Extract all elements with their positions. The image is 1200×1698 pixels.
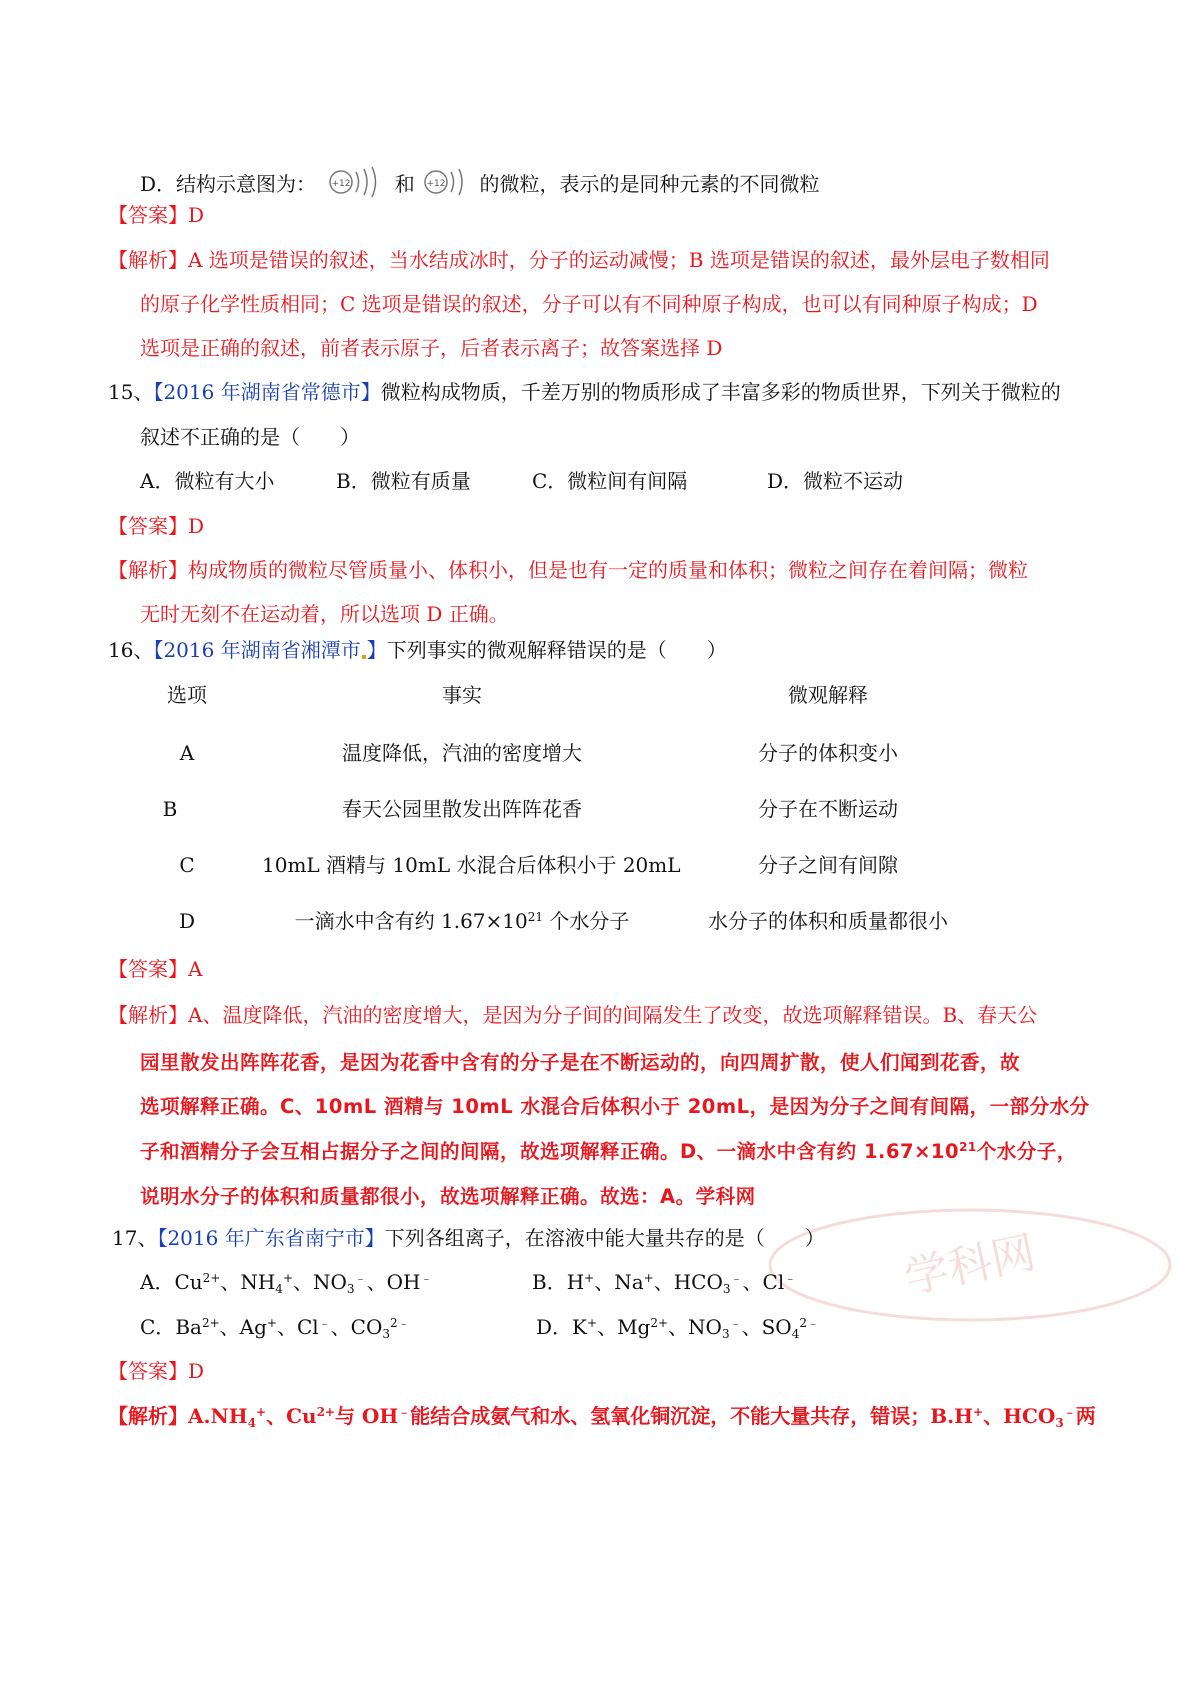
q15-stem-line-2: 叙述不正确的是（ ） <box>140 425 360 449</box>
option-label: D． <box>536 1315 573 1339</box>
ion: H <box>566 1270 585 1294</box>
ion: HCO <box>1003 1404 1056 1428</box>
q16-stem <box>108 636 727 664</box>
q17-answer <box>108 1357 204 1385</box>
table-row-c-fact: 10mL 酒精与 10mL 水混合后体积小于 20mL <box>262 853 681 877</box>
fact-exponent: 21 <box>527 910 544 924</box>
q17-analysis-line-1 <box>108 1402 1096 1430</box>
option-label: A． <box>140 1270 175 1294</box>
q15-option-b: B．微粒有质量 <box>336 469 471 493</box>
separator: 、 <box>741 1315 762 1339</box>
separator: 、 <box>219 1315 240 1339</box>
q15-option-c: C．微粒间有间隔 <box>532 469 688 493</box>
q15-analysis-line-2: 无时无刻不在运动着，所以选项 D 正确。 <box>140 602 509 626</box>
q17-stem <box>112 1224 825 1252</box>
q15-analysis-line-1 <box>108 556 1028 584</box>
question-source-close: 】 <box>366 638 387 662</box>
question-number: 17、 <box>112 1226 158 1250</box>
ion-subscript: 3 <box>346 1282 355 1296</box>
ion-charge: + <box>587 1316 598 1330</box>
separator: 、 <box>266 1404 287 1428</box>
atom-1-nucleus-label: +12 <box>331 179 351 189</box>
watermark-text: 学科网 <box>900 1226 1040 1305</box>
fact-text: 一滴水中含有约 1.67×10 <box>294 909 528 933</box>
q17-option-a <box>140 1268 432 1296</box>
analysis-tag: 【解析】 <box>108 248 188 272</box>
analysis-text: A 选项是错误的叙述，当水结成冰时，分子的运动减慢；B 选项是错误的叙述，最外层电子数相同 <box>188 248 1050 272</box>
question-stem: 微粒构成物质，千差万别的物质形成了丰富多彩的物质世界，下列关于微粒的 <box>380 380 1061 404</box>
atom-structure-diagram-1 <box>326 164 388 207</box>
ion: K <box>572 1315 587 1339</box>
q14-answer <box>108 201 204 229</box>
analysis-tag: 【解析】 <box>108 558 188 582</box>
table-row-d-fact <box>282 907 642 935</box>
table-row-b-fact: 春天公园里散发出阵阵花香 <box>342 797 582 821</box>
ion-charge: 2+ <box>201 1316 220 1330</box>
table-header-fact: 事实 <box>442 683 482 707</box>
analysis-tag: 【解析】 <box>108 1404 188 1428</box>
table-row-d-explain: 水分子的体积和质量都很小 <box>708 909 948 933</box>
analysis-text: A、温度降低，汽油的密度增大，是因为分子间的间隔发生了改变，故选项解释错误。B、春天公 <box>188 1003 1038 1027</box>
separator: 、 <box>293 1270 313 1294</box>
ion: Cu <box>174 1270 203 1294</box>
analysis-text-end: 两 <box>1075 1404 1096 1428</box>
q14-analysis-line-2: 的原子化学性质相同；C 选项是错误的叙述，分子可以有不同种原子构成，也可以有同种原子构成；D <box>140 292 1038 316</box>
separator: 、 <box>594 1270 615 1294</box>
ion-charge: ﹣ <box>729 1316 742 1330</box>
separator: 、 <box>597 1315 618 1339</box>
question-number: 15、 <box>108 380 154 404</box>
ion-subscript: 4 <box>247 1416 257 1430</box>
q16-analysis-line-1 <box>108 1001 1037 1029</box>
table-row-a-explain: 分子的体积变小 <box>758 741 898 765</box>
analysis-text: 子和酒精分子会互相占据分子之间的间隔，故选项解释正确。D、一滴水中含有约 1.67×10 <box>140 1140 960 1163</box>
ion: OH <box>386 1270 421 1294</box>
q14-option-d <box>140 164 819 207</box>
question-source: 【2016 年湖南省湘潭市 <box>153 638 361 662</box>
table-row-a-option: A <box>179 741 195 765</box>
table-row-b-explain: 分子在不断运动 <box>758 797 898 821</box>
q15-option-a: A．微粒有大小 <box>140 469 275 493</box>
ion: NH <box>240 1270 276 1294</box>
ion-subscript: 3 <box>722 1282 731 1296</box>
table-header-option: 选项 <box>167 683 207 707</box>
ion-charge: ﹣ <box>730 1271 743 1285</box>
question-stem: 下列各组离子，在溶液中能大量共存的是（ ） <box>384 1226 825 1250</box>
table-row-c-explain: 分子之间有间隙 <box>758 853 898 877</box>
ion-subscript: 4 <box>275 1282 283 1296</box>
ion-charge: + <box>973 1405 984 1419</box>
q16-analysis-line-5: 说明水分子的体积和质量都很小，故选项解释正确。故选：A。学科网 <box>140 1185 756 1208</box>
ion-charge: ﹣ <box>420 1271 433 1285</box>
ion: HCO <box>673 1270 723 1294</box>
answer-value: D <box>188 514 205 538</box>
ion: Cl <box>296 1315 319 1339</box>
q17-option-d <box>536 1313 819 1341</box>
ion: Na <box>614 1270 644 1294</box>
separator: 、 <box>330 1315 351 1339</box>
question-stem: 下列事实的微观解释错误的是（ ） <box>386 638 727 662</box>
separator: 、 <box>653 1270 674 1294</box>
answer-tag: 【答案】 <box>108 957 188 981</box>
q14-analysis-line-3: 选项是正确的叙述，前者表示原子，后者表示离子；故答案选择 D <box>140 336 723 360</box>
separator: 、 <box>220 1270 241 1294</box>
question-source: 【2016 年广东省南宁市】 <box>157 1226 385 1250</box>
ion-subscript: 3 <box>1055 1416 1064 1430</box>
ion-charge: + <box>584 1271 595 1285</box>
q14-option-d-mid: 和 <box>394 172 415 196</box>
ion-charge: 2+ <box>650 1316 669 1330</box>
table-row-d-option: D <box>178 909 196 933</box>
ion: NO <box>313 1270 347 1294</box>
ion-subscript: 4 <box>791 1327 800 1341</box>
atom-2-nucleus-label: +12 <box>426 179 446 189</box>
q14-option-d-prefix: D．结构示意图为： <box>140 172 317 196</box>
q17-option-b <box>532 1268 796 1296</box>
ion-charge: 2﹣ <box>799 1316 819 1330</box>
q14-analysis-line-1 <box>108 246 1050 274</box>
question-number: 16、 <box>108 638 154 662</box>
answer-value: D <box>188 203 205 227</box>
ion-charge: + <box>282 1271 293 1285</box>
ion: SO <box>761 1315 792 1339</box>
q16-analysis-line-4 <box>140 1138 1077 1166</box>
analysis-tag: 【解析】 <box>108 1003 188 1027</box>
answer-value: D <box>188 1359 205 1383</box>
q16-answer <box>108 955 202 983</box>
analysis-exponent: 21 <box>959 1140 977 1154</box>
ion: Ag <box>239 1315 267 1339</box>
atom-structure-diagram-2 <box>421 164 473 207</box>
q15-stem-line-1 <box>108 378 1061 406</box>
table-row-c-option: C <box>179 853 195 877</box>
ion-charge: ﹣ <box>318 1316 331 1330</box>
ion-charge: ﹣ <box>398 1405 411 1419</box>
ion-charge: 2﹣ <box>390 1316 410 1330</box>
separator: 、 <box>742 1270 763 1294</box>
separator: 、 <box>983 1404 1004 1428</box>
analysis-text: 与 OH <box>334 1404 399 1428</box>
ion-charge: 2+ <box>316 1405 335 1419</box>
separator: 、 <box>276 1315 297 1339</box>
option-label: B． <box>532 1270 567 1294</box>
ion-charge: 2+ <box>202 1271 221 1285</box>
separator: 、 <box>668 1315 689 1339</box>
answer-value: A <box>188 957 203 981</box>
q15-answer <box>108 512 204 540</box>
analysis-text: 能结合成氨气和水、氢氧化铜沉淀，不能大量共存，错误；B.H <box>410 1404 974 1428</box>
ion-charge: + <box>643 1271 654 1285</box>
ion-charge: + <box>266 1316 277 1330</box>
q15-option-d: D．微粒不运动 <box>767 469 904 493</box>
q17-option-c <box>140 1313 410 1341</box>
ion: Ba <box>175 1315 202 1339</box>
separator: 、 <box>366 1270 387 1294</box>
option-label: C． <box>140 1315 176 1339</box>
q14-option-d-suffix: 的微粒，表示的是同种元素的不同微粒 <box>479 172 820 196</box>
table-header-explain: 微观解释 <box>788 683 868 707</box>
table-row-a-fact: 温度降低，汽油的密度增大 <box>342 741 582 765</box>
ion-subscript: 3 <box>721 1327 730 1341</box>
ion-charge: ﹣ <box>784 1271 797 1285</box>
analysis-text: A.NH <box>188 1404 248 1428</box>
answer-tag: 【答案】 <box>108 514 188 538</box>
table-row-b-option: B <box>162 797 178 821</box>
ion: Mg <box>617 1315 651 1339</box>
ion: Cu <box>286 1404 317 1428</box>
ion-charge: ﹣ <box>354 1271 367 1285</box>
q16-analysis-line-2: 园里散发出阵阵花香，是因为花香中含有的分子是在不断运动的，向四周扩散，使人们闻到花香，故 <box>140 1051 1021 1074</box>
fact-text-end: 个水分子 <box>543 909 630 933</box>
ion: NO <box>688 1315 722 1339</box>
analysis-text: 构成物质的微粒尽管质量小、体积小，但是也有一定的质量和体积；微粒之间存在着间隔；微粒 <box>188 558 1028 582</box>
ion-subscript: 3 <box>382 1327 391 1341</box>
answer-tag: 【答案】 <box>108 203 188 227</box>
question-source: 【2016 年湖南省常德市】 <box>153 380 381 404</box>
ion-charge: ﹣ <box>1063 1405 1076 1419</box>
watermark-seal-icon <box>760 1200 1180 1330</box>
analysis-text-end: 个水分子， <box>976 1140 1077 1163</box>
ion: CO <box>350 1315 383 1339</box>
ion-charge: + <box>256 1405 267 1419</box>
answer-tag: 【答案】 <box>108 1359 188 1383</box>
q16-analysis-line-3: 选项解释正确。C、10mL 酒精与 10mL 水混合后体积小于 20mL，是因为分子之间有间隔，一部分水分 <box>140 1095 1090 1118</box>
ion: Cl <box>762 1270 785 1294</box>
